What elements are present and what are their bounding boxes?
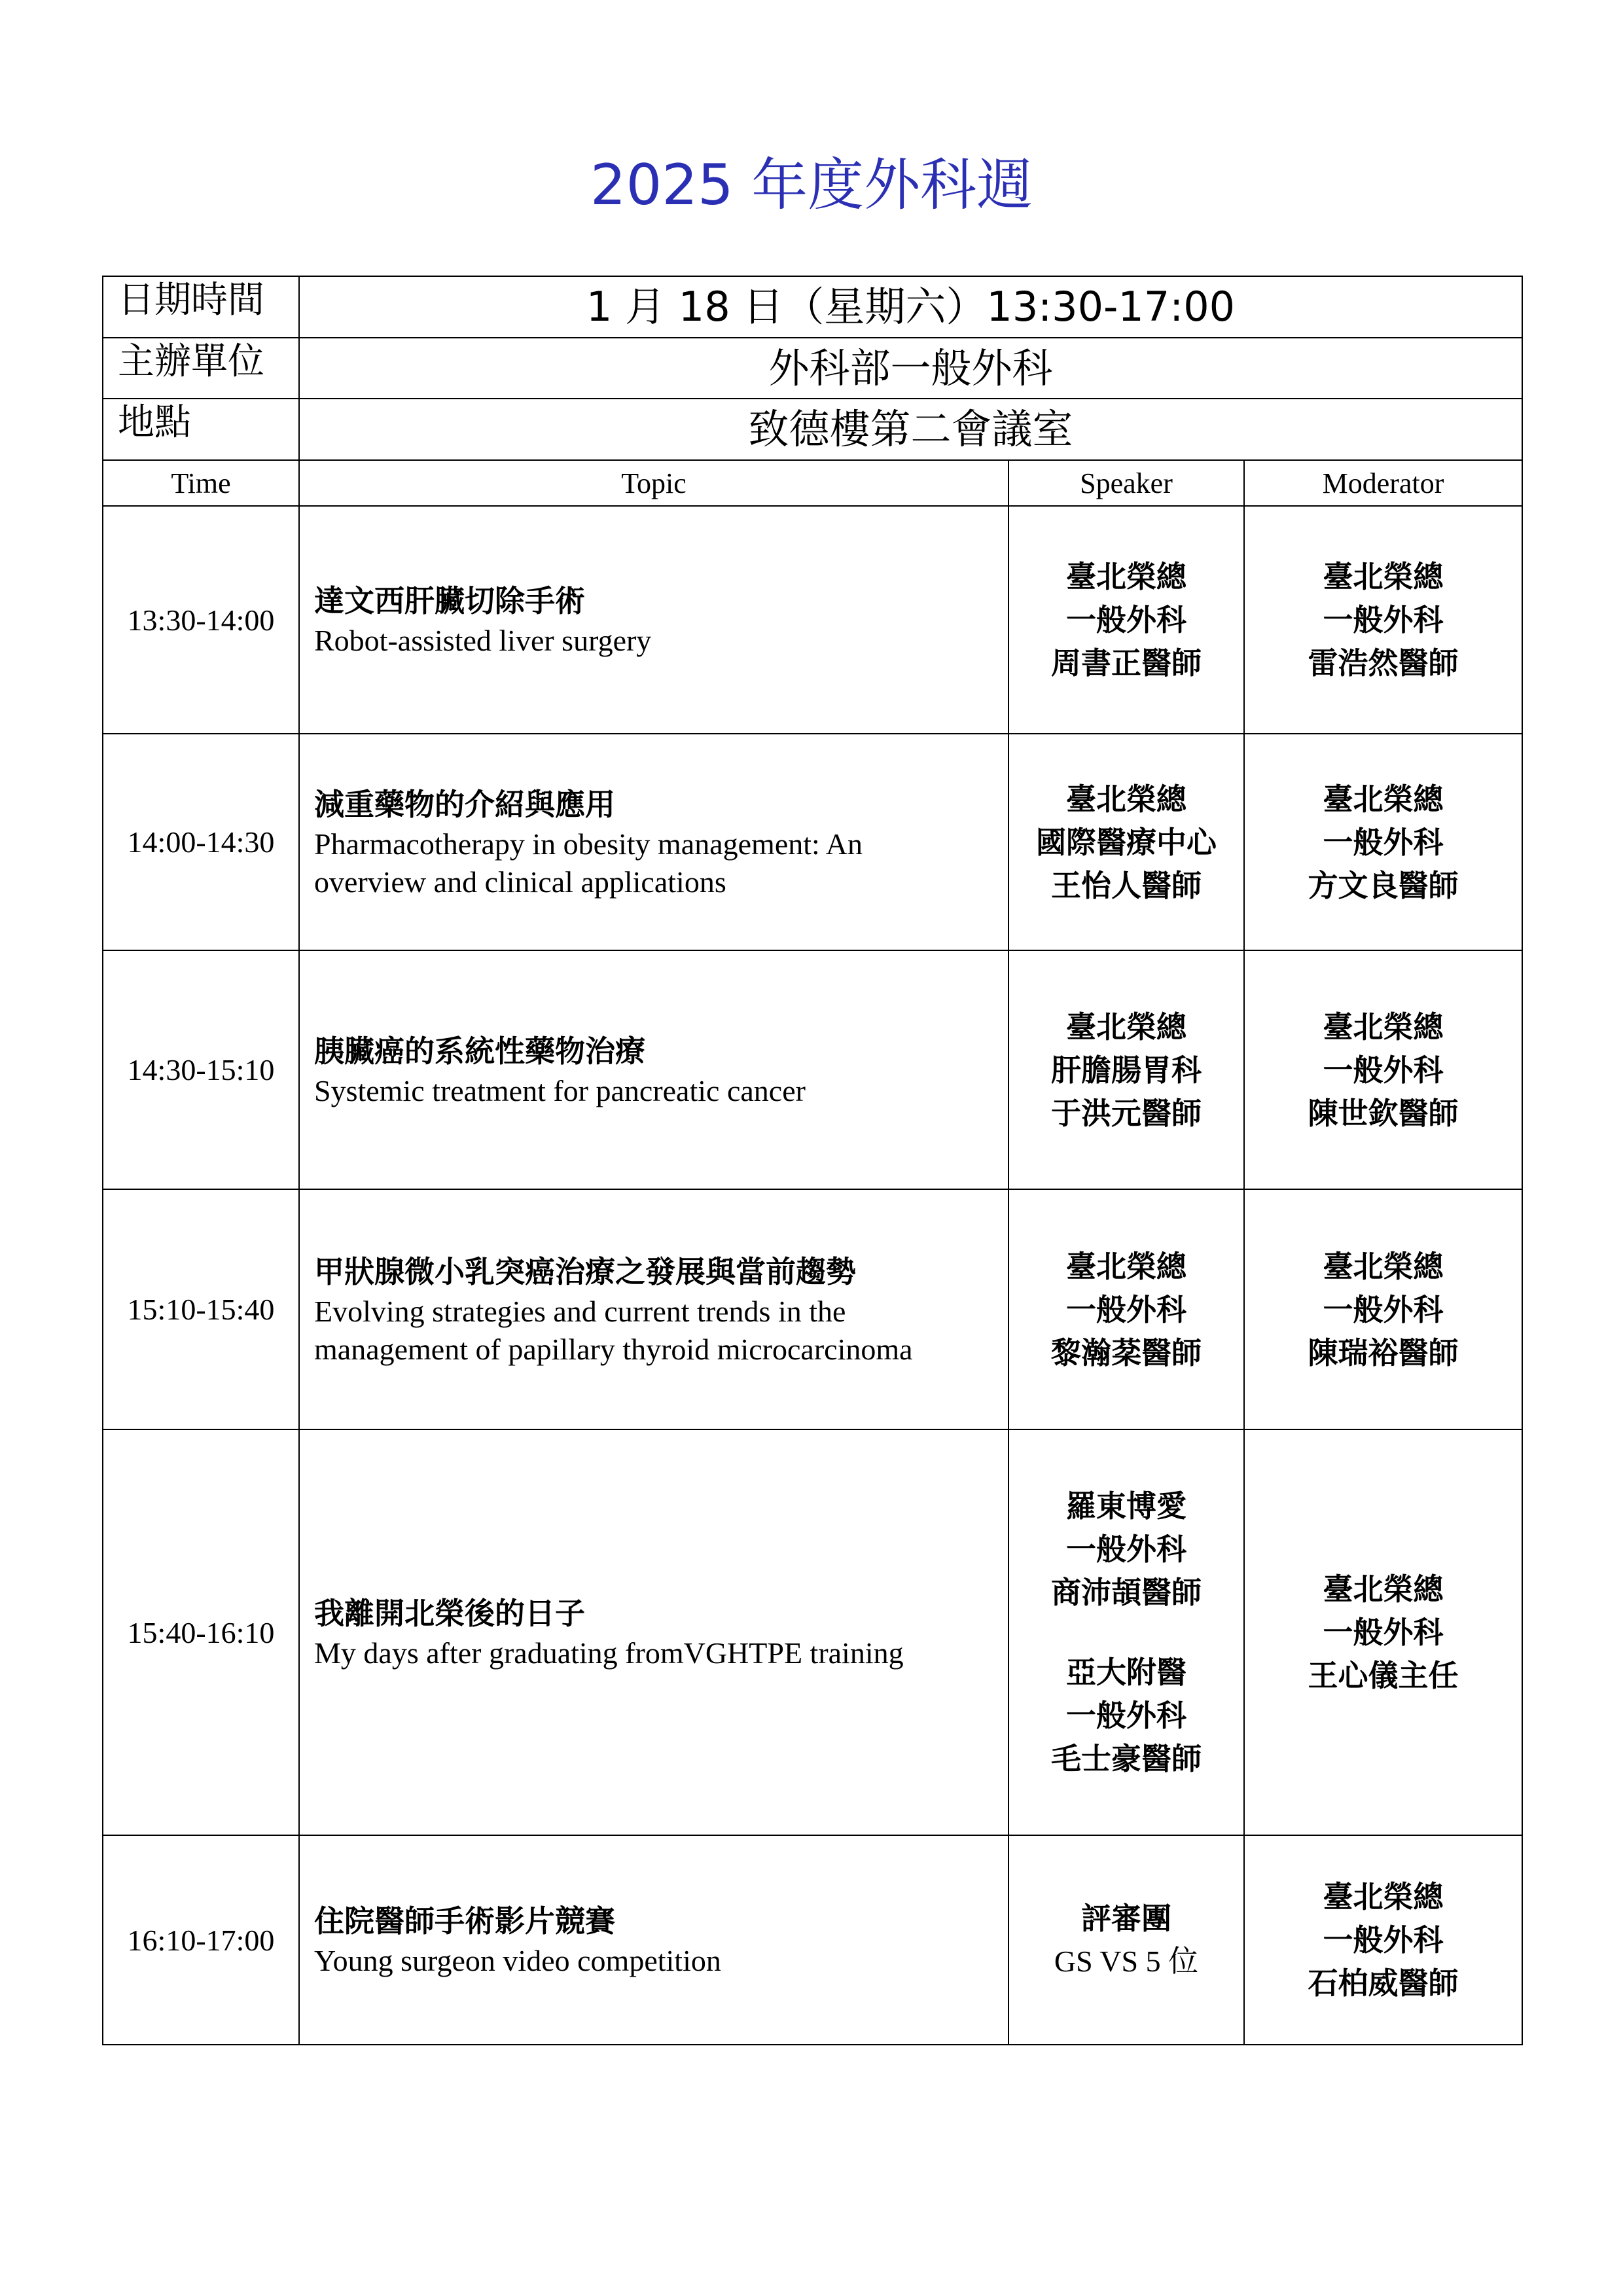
moderator-name: 王心儀主任 bbox=[1308, 1658, 1459, 1693]
session-time: 16:10-17:00 bbox=[103, 1835, 299, 2045]
moderator-department: 一般外科 bbox=[1323, 1052, 1444, 1088]
speaker-hospital: 亞大附醫 bbox=[1066, 1655, 1186, 1690]
session-row bbox=[103, 1189, 1522, 1429]
speaker-name: 周書正醫師 bbox=[1051, 645, 1202, 681]
session-speaker bbox=[1008, 1429, 1244, 1835]
speaker-department: 一般外科 bbox=[1066, 1291, 1186, 1327]
session-topic bbox=[299, 506, 1008, 734]
topic-en: Systemic treatment for pancreatic cancer bbox=[314, 1073, 806, 1107]
moderator-name: 陳世欽醫師 bbox=[1308, 1095, 1459, 1131]
session-moderator bbox=[1244, 950, 1522, 1189]
moderator-hospital: 臺北榮總 bbox=[1323, 1571, 1444, 1607]
info-value-organizer: 外科部一般外科 bbox=[299, 338, 1522, 399]
topic-en: Robot-assisted liver surgery bbox=[314, 624, 652, 657]
moderator-name: 石柏威醫師 bbox=[1308, 1965, 1459, 2001]
info-row-organizer bbox=[103, 338, 1522, 399]
info-value-location: 致德樓第二會議室 bbox=[299, 399, 1522, 460]
topic-en: My days after graduating fromVGHTPE training bbox=[314, 1636, 904, 1670]
moderator-name: 雷浩然醫師 bbox=[1308, 645, 1459, 681]
moderator-department: 一般外科 bbox=[1323, 1615, 1444, 1650]
session-row bbox=[103, 506, 1522, 734]
header-speaker: Speaker bbox=[1008, 460, 1244, 506]
session-time: 14:00-14:30 bbox=[103, 734, 299, 950]
session-speaker bbox=[1008, 506, 1244, 734]
moderator-name: 陳瑞裕醫師 bbox=[1308, 1335, 1459, 1371]
info-row-date bbox=[103, 276, 1522, 338]
session-moderator bbox=[1244, 1189, 1522, 1429]
moderator-department: 一般外科 bbox=[1323, 1922, 1444, 1958]
speaker-department: 一般外科 bbox=[1066, 602, 1186, 637]
speaker-hospital: 臺北榮總 bbox=[1066, 781, 1186, 817]
session-row bbox=[103, 950, 1522, 1189]
speaker-hospital: 臺北榮總 bbox=[1066, 1248, 1186, 1284]
session-topic bbox=[299, 1429, 1008, 1835]
session-row bbox=[103, 1429, 1522, 1835]
speaker-department: 肝膽腸胃科 bbox=[1051, 1052, 1202, 1088]
speaker-name: 于洪元醫師 bbox=[1051, 1095, 1202, 1131]
info-row-location bbox=[103, 399, 1522, 460]
moderator-hospital: 臺北榮總 bbox=[1323, 1009, 1444, 1045]
header-time: Time bbox=[103, 460, 299, 506]
topic-zh: 減重藥物的介紹與應用 bbox=[314, 786, 615, 822]
speaker-department: 一般外科 bbox=[1066, 1698, 1186, 1733]
speaker-name: 黎瀚棻醫師 bbox=[1051, 1335, 1202, 1371]
topic-en: Evolving strategies and current trends in the management of papillary thyroid microcarcinoma bbox=[314, 1294, 913, 1366]
speaker-hospital: 羅東博愛 bbox=[1066, 1488, 1186, 1524]
session-topic bbox=[299, 734, 1008, 950]
session-speaker bbox=[1008, 1189, 1244, 1429]
session-row bbox=[103, 1835, 1522, 2045]
speaker-name: 毛士豪醫師 bbox=[1051, 1741, 1202, 1776]
moderator-hospital: 臺北榮總 bbox=[1323, 781, 1444, 817]
session-moderator bbox=[1244, 734, 1522, 950]
topic-en: Pharmacotherapy in obesity management: An overview and clinical applications bbox=[314, 827, 863, 899]
speaker-group bbox=[1009, 1484, 1243, 1614]
session-row bbox=[103, 734, 1522, 950]
topic-zh: 我離開北榮後的日子 bbox=[314, 1596, 585, 1631]
speaker-panel-size: GS VS 5 位 bbox=[1054, 1945, 1199, 1978]
speaker-group bbox=[1009, 1651, 1243, 1780]
topic-zh: 甲狀腺微小乳突癌治療之發展與當前趨勢 bbox=[314, 1253, 856, 1289]
header-topic: Topic bbox=[299, 460, 1008, 506]
session-moderator bbox=[1244, 1429, 1522, 1835]
session-moderator bbox=[1244, 1835, 1522, 2045]
moderator-hospital: 臺北榮總 bbox=[1323, 1879, 1444, 1914]
speaker-department: 一般外科 bbox=[1066, 1532, 1186, 1567]
session-topic bbox=[299, 1835, 1008, 2045]
speaker-panel: 評審團 bbox=[1081, 1901, 1171, 1936]
session-topic bbox=[299, 950, 1008, 1189]
moderator-hospital: 臺北榮總 bbox=[1323, 559, 1444, 594]
moderator-department: 一般外科 bbox=[1323, 824, 1444, 860]
moderator-department: 一般外科 bbox=[1323, 1291, 1444, 1327]
header-row bbox=[103, 460, 1522, 506]
session-topic bbox=[299, 1189, 1008, 1429]
page-title: 2025 年度外科週 bbox=[590, 152, 1033, 218]
topic-zh: 達文西肝臟切除手術 bbox=[314, 583, 585, 619]
topic-zh: 住院醫師手術影片競賽 bbox=[314, 1903, 615, 1939]
topic-en: Young surgeon video competition bbox=[314, 1944, 721, 1977]
session-time: 13:30-14:00 bbox=[103, 506, 299, 734]
speaker-name: 王怡人醫師 bbox=[1051, 867, 1202, 903]
speaker-name: 商沛頡醫師 bbox=[1051, 1575, 1202, 1610]
session-time: 15:40-16:10 bbox=[103, 1429, 299, 1835]
session-moderator bbox=[1244, 506, 1522, 734]
speaker-department: 國際醫療中心 bbox=[1036, 824, 1217, 860]
info-label-location: 地點 bbox=[103, 399, 299, 460]
session-time: 14:30-15:10 bbox=[103, 950, 299, 1189]
moderator-hospital: 臺北榮總 bbox=[1323, 1248, 1444, 1284]
session-speaker bbox=[1008, 734, 1244, 950]
speaker-hospital: 臺北榮總 bbox=[1066, 559, 1186, 594]
info-value-date: 1 月 18 日（星期六）13:30-17:00 bbox=[299, 276, 1522, 338]
session-speaker bbox=[1008, 950, 1244, 1189]
schedule-table bbox=[102, 276, 1523, 2045]
session-time: 15:10-15:40 bbox=[103, 1189, 299, 1429]
session-speaker bbox=[1008, 1835, 1244, 2045]
info-label-date: 日期時間 bbox=[103, 276, 299, 338]
moderator-department: 一般外科 bbox=[1323, 602, 1444, 637]
header-moderator: Moderator bbox=[1244, 460, 1522, 506]
topic-zh: 胰臟癌的系統性藥物治療 bbox=[314, 1033, 645, 1069]
speaker-hospital: 臺北榮總 bbox=[1066, 1009, 1186, 1045]
info-label-organizer: 主辦單位 bbox=[103, 338, 299, 399]
moderator-name: 方文良醫師 bbox=[1308, 867, 1459, 903]
